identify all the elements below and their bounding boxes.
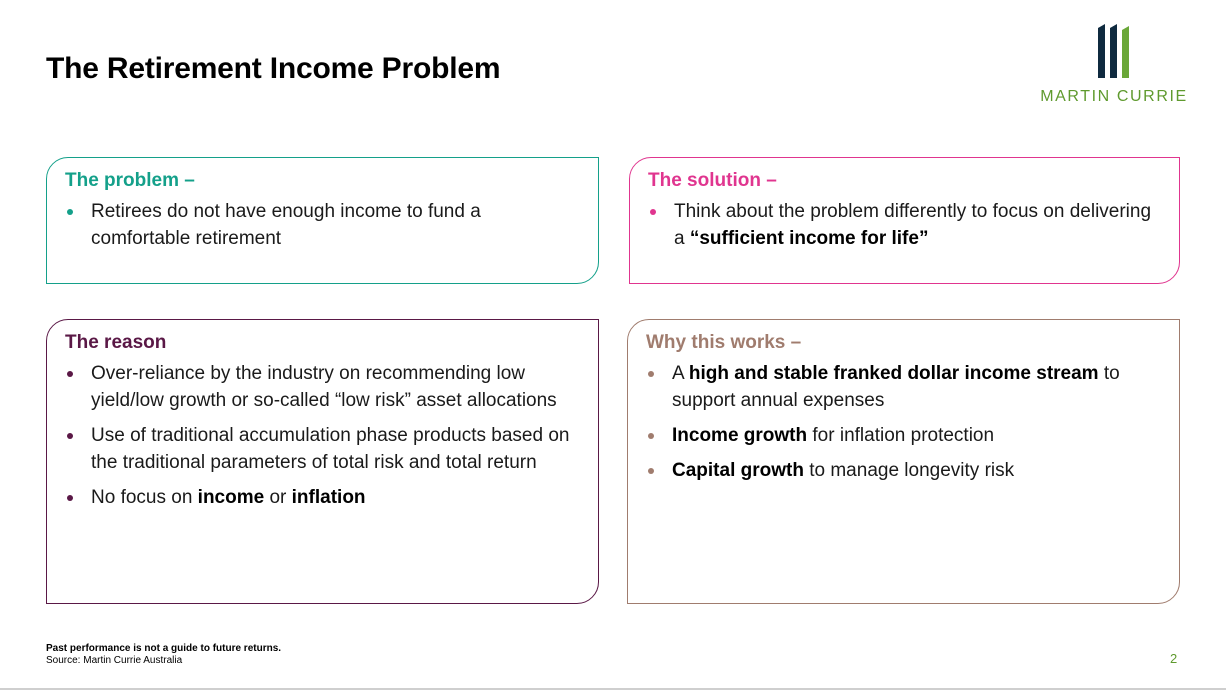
bullet-dot-icon: [67, 433, 73, 439]
bullet-text: to support annual expenses: [672, 363, 1120, 411]
reason-title: The reason: [65, 332, 167, 353]
bullet-item: [65, 484, 580, 511]
bullet-emphasis: inflation: [291, 487, 366, 508]
bullet-dot-icon: [67, 371, 73, 377]
bullet-dot-icon: [67, 209, 73, 215]
why-title: Why this works –: [646, 332, 802, 353]
problem-title: The problem –: [65, 170, 195, 191]
bullet-emphasis: “sufficient income for life”: [689, 228, 929, 249]
reason-bullets: [65, 360, 580, 511]
problem-box: [46, 157, 599, 284]
bullet-dot-icon: [648, 433, 654, 439]
bullet-dot-icon: [648, 371, 654, 377]
solution-bullets: [648, 198, 1161, 252]
reason-box: [46, 319, 599, 604]
bullet-emphasis: Income growth: [672, 425, 808, 446]
bullet-text: to manage longevity risk: [803, 460, 1015, 481]
why-bullets: [646, 360, 1161, 484]
bullet-dot-icon: [67, 495, 73, 501]
problem-bullets: [65, 198, 580, 252]
disclaimer-text: Past performance is not a guide to future returns.: [46, 643, 282, 654]
bullet-text: A: [672, 363, 689, 384]
martin-currie-logo: [1036, 24, 1192, 108]
bullet-dot-icon: [650, 209, 656, 215]
bullet-text: or: [264, 487, 292, 508]
bullet-text: Use of traditional accumulation phase products based on the traditional parameters of total risk and total return: [91, 425, 570, 473]
why-box: [627, 319, 1180, 604]
solution-box: [629, 157, 1180, 284]
bullet-emphasis: Capital growth: [672, 460, 804, 481]
bullet-item: [648, 198, 1161, 252]
logo-mark-icon: [1096, 24, 1132, 78]
page-number: 2: [1170, 651, 1178, 666]
bullet-item: [65, 422, 580, 476]
logo-text: MARTIN CURRIE: [1040, 88, 1188, 105]
bullet-emphasis: high and stable franked dollar income stream: [688, 363, 1099, 384]
slide-title: The Retirement Income Problem: [46, 52, 501, 85]
bullet-item: [65, 198, 580, 252]
bullet-dot-icon: [648, 468, 654, 474]
bullet-item: [65, 360, 580, 414]
bullet-text: Think about the problem differently to focus on delivering a: [674, 201, 1152, 249]
bullet-text: Retirees do not have enough income to fund a comfortable retirement: [91, 201, 481, 249]
bullet-item: [646, 360, 1161, 414]
bullet-text: No focus on: [91, 487, 198, 508]
footnote: [46, 643, 281, 667]
source-text: Source: Martin Currie Australia: [46, 655, 183, 666]
bullet-item: [646, 457, 1161, 484]
solution-title: The solution –: [648, 170, 777, 191]
bullet-text: for inflation protection: [807, 425, 995, 446]
bullet-item: [646, 422, 1161, 449]
bullet-emphasis: income: [197, 487, 265, 508]
bullet-text: Over-reliance by the industry on recommending low yield/low growth or so-called “low risk” asset allocations: [91, 363, 557, 411]
